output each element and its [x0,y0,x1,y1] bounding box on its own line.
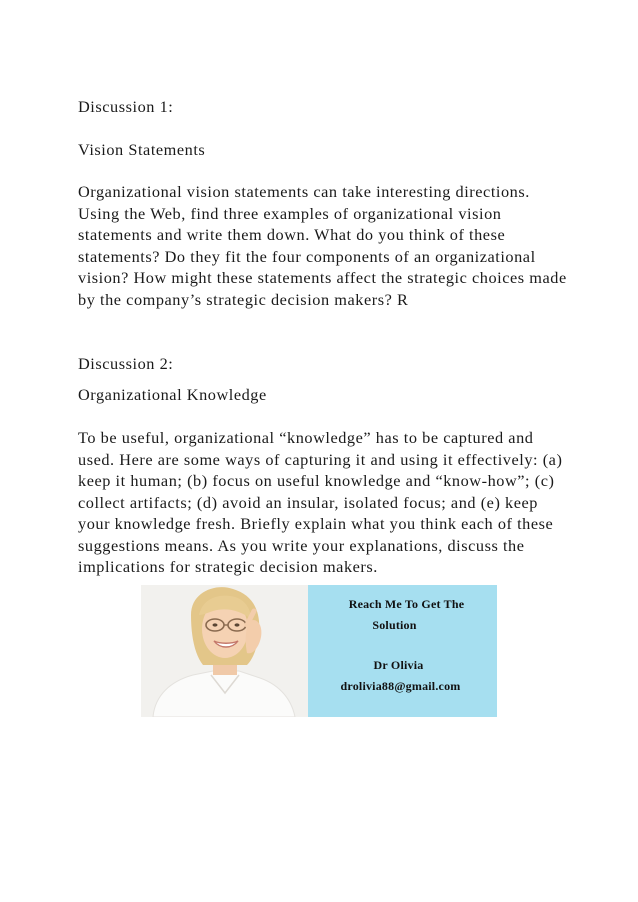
discussion-1-heading: Discussion 1: [78,97,174,116]
discussion-2-heading: Discussion 2: [78,354,174,373]
woman-portrait-photo [141,585,308,717]
discussion-1-title: Vision Statements [78,140,206,159]
contact-email: drolivia88@gmail.com [340,679,461,693]
contact-name: Dr Olivia [373,658,424,672]
discussion-2-body: To be useful, organizational “knowledge” has to be captured and used. Here are some ways of capturing it and using it effectively: (a) keep it human; (b) focus on useful knowledge and “know-how”; (c) collect artifacts; (d) avoid an insular, isolated focus; and (e) keep your knowledge fresh. Briefly explain what you think each of these suggestions means. As you write your explanations, discuss the implications for strategic decision makers. [78,428,563,576]
discussion-1-body: Organizational vision statements can take interesting directions. Using the Web, find three examples of organizational vision statements and write them down. What do you think of these statements? Do they fit the four components of an organizational vision? How might these statements affect the strategic choices made by the company’s strategic decision makers? R [78,182,567,309]
banner-cta-line-1: Reach Me To Get The [348,597,465,611]
contact-info-panel [308,585,497,717]
discussion-2-title: Organizational Knowledge [78,385,267,404]
banner-cta-line-2: Solution [372,618,417,632]
contact-banner [141,585,497,717]
